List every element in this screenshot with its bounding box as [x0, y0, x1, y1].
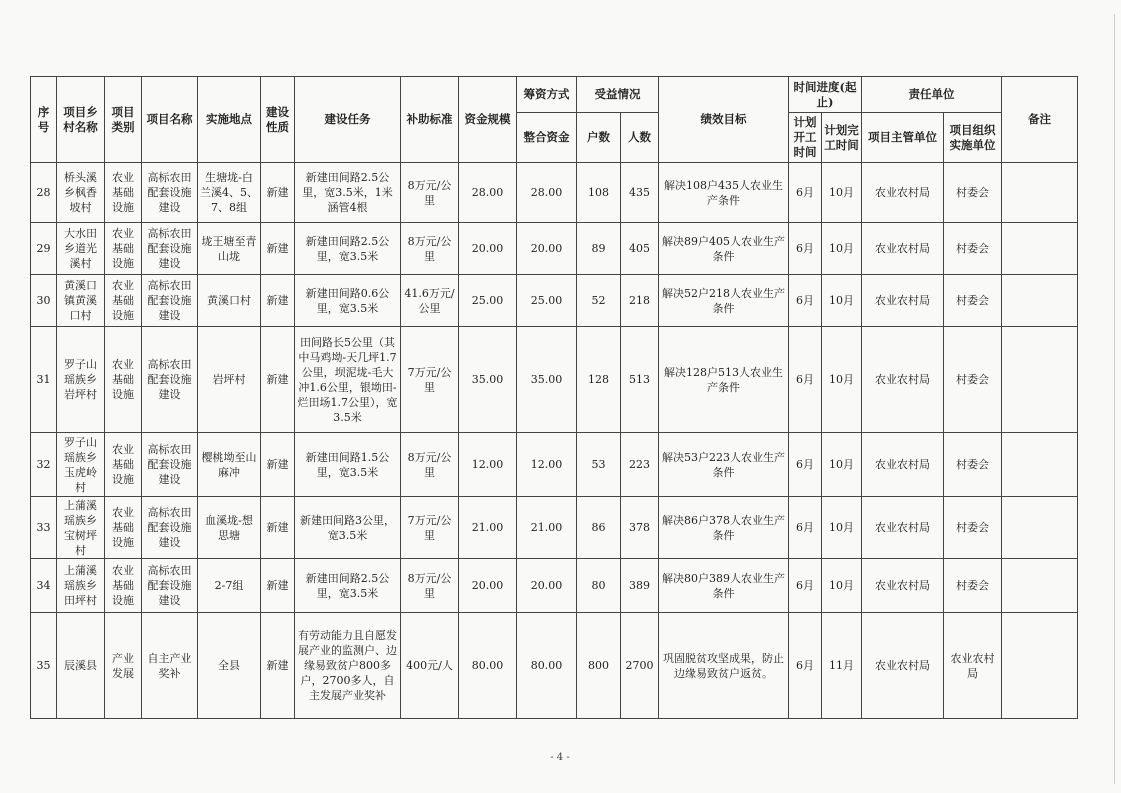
cell-name: 高标农田配套设施建设 — [142, 275, 198, 327]
table-row — [31, 497, 1078, 559]
project-table — [30, 76, 1078, 719]
cell-start: 6月 — [789, 327, 822, 433]
table-row — [31, 433, 1078, 497]
header-task: 建设任务 — [295, 77, 401, 163]
cell-location: 全县 — [198, 613, 261, 719]
cell-main-unit: 农业农村局 — [862, 275, 944, 327]
cell-funding: 80.00 — [517, 613, 577, 719]
header-name: 项目名称 — [142, 77, 198, 163]
cell-impl-unit: 村委会 — [944, 223, 1002, 275]
cell-impl-unit: 农业农村局 — [944, 613, 1002, 719]
cell-impl-unit: 村委会 — [944, 497, 1002, 559]
cell-goal: 解决89户405人农业生产条件 — [659, 223, 789, 275]
header-schedule-group: 时间进度(起止) — [789, 77, 862, 113]
cell-households: 108 — [577, 163, 621, 223]
cell-category: 农业基础设施 — [105, 327, 142, 433]
cell-main-unit: 农业农村局 — [862, 559, 944, 613]
cell-location: 垅王塘至青山垅 — [198, 223, 261, 275]
header-plan-end: 计划完工时间 — [822, 113, 862, 163]
cell-scale: 35.00 — [459, 327, 517, 433]
table-row — [31, 223, 1078, 275]
cell-people: 513 — [621, 327, 659, 433]
header-seq: 序号 — [31, 77, 57, 163]
cell-seq: 30 — [31, 275, 57, 327]
cell-category: 产业发展 — [105, 613, 142, 719]
cell-people: 405 — [621, 223, 659, 275]
cell-location: 岩坪村 — [198, 327, 261, 433]
cell-seq: 32 — [31, 433, 57, 497]
cell-category: 农业基础设施 — [105, 559, 142, 613]
header-resp-group: 责任单位 — [862, 77, 1002, 113]
cell-seq: 28 — [31, 163, 57, 223]
cell-remark — [1002, 275, 1078, 327]
cell-village: 黄溪口镇黄溪口村 — [57, 275, 105, 327]
cell-households: 89 — [577, 223, 621, 275]
cell-goal: 解决86户378人农业生产条件 — [659, 497, 789, 559]
cell-task: 新建田间路2.5公里，宽3.5米，1米涵管4根 — [295, 163, 401, 223]
cell-nature: 新建 — [261, 163, 295, 223]
cell-location: 2-7组 — [198, 559, 261, 613]
header-funding-group: 筹资方式 — [517, 77, 577, 113]
cell-main-unit: 农业农村局 — [862, 613, 944, 719]
header-remark: 备注 — [1002, 77, 1078, 163]
cell-location: 樱桃坳至山麻冲 — [198, 433, 261, 497]
cell-main-unit: 农业农村局 — [862, 327, 944, 433]
cell-funding: 25.00 — [517, 275, 577, 327]
cell-end: 11月 — [822, 613, 862, 719]
header-resp-impl: 项目组织实施单位 — [944, 113, 1002, 163]
cell-remark — [1002, 163, 1078, 223]
cell-category: 农业基础设施 — [105, 163, 142, 223]
cell-name: 自主产业奖补 — [142, 613, 198, 719]
cell-start: 6月 — [789, 275, 822, 327]
cell-seq: 35 — [31, 613, 57, 719]
cell-name: 高标农田配套设施建设 — [142, 559, 198, 613]
cell-nature: 新建 — [261, 497, 295, 559]
cell-impl-unit: 村委会 — [944, 433, 1002, 497]
header-funding-integrated: 整合资金 — [517, 113, 577, 163]
page-edge-line — [1114, 14, 1115, 784]
table-row — [31, 163, 1078, 223]
cell-people: 2700 — [621, 613, 659, 719]
cell-village: 辰溪县 — [57, 613, 105, 719]
header-resp-main: 项目主管单位 — [862, 113, 944, 163]
cell-nature: 新建 — [261, 433, 295, 497]
cell-end: 10月 — [822, 163, 862, 223]
cell-subsidy: 400元/人 — [401, 613, 459, 719]
cell-impl-unit: 村委会 — [944, 163, 1002, 223]
cell-start: 6月 — [789, 433, 822, 497]
cell-end: 10月 — [822, 223, 862, 275]
table-row — [31, 559, 1078, 613]
cell-category: 农业基础设施 — [105, 433, 142, 497]
header-category: 项目类别 — [105, 77, 142, 163]
cell-households: 52 — [577, 275, 621, 327]
cell-goal: 巩固脱贫攻坚成果，防止边缘易致贫户返贫。 — [659, 613, 789, 719]
cell-task: 田间路长5公里（其中马鸡坳-天几坪1.7公里，坝泥垅-毛大冲1.6公里，银坳田-烂田场1.7公里），宽3.5米 — [295, 327, 401, 433]
header-nature: 建设性质 — [261, 77, 295, 163]
cell-people: 435 — [621, 163, 659, 223]
header-goal: 绩效目标 — [659, 77, 789, 163]
cell-goal: 解决80户389人农业生产条件 — [659, 559, 789, 613]
cell-scale: 80.00 — [459, 613, 517, 719]
cell-remark — [1002, 559, 1078, 613]
cell-end: 10月 — [822, 497, 862, 559]
cell-location: 血溪垅-想思塘 — [198, 497, 261, 559]
cell-funding: 20.00 — [517, 223, 577, 275]
cell-main-unit: 农业农村局 — [862, 433, 944, 497]
cell-task: 新建田间路3公里，宽3.5米 — [295, 497, 401, 559]
cell-task: 新建田间路2.5公里，宽3.5米 — [295, 559, 401, 613]
cell-people: 223 — [621, 433, 659, 497]
cell-subsidy: 7万元/公里 — [401, 497, 459, 559]
header-village: 项目乡村名称 — [57, 77, 105, 163]
cell-scale: 28.00 — [459, 163, 517, 223]
cell-people: 378 — [621, 497, 659, 559]
cell-subsidy: 41.6万元/公里 — [401, 275, 459, 327]
cell-seq: 31 — [31, 327, 57, 433]
cell-impl-unit: 村委会 — [944, 559, 1002, 613]
cell-people: 218 — [621, 275, 659, 327]
cell-nature: 新建 — [261, 275, 295, 327]
cell-scale: 20.00 — [459, 559, 517, 613]
cell-funding: 12.00 — [517, 433, 577, 497]
cell-category: 农业基础设施 — [105, 497, 142, 559]
header-location: 实施地点 — [198, 77, 261, 163]
cell-nature: 新建 — [261, 223, 295, 275]
cell-main-unit: 农业农村局 — [862, 497, 944, 559]
cell-task: 有劳动能力且自愿发展产业的监测户、边缘易致贫户800多户，2700多人，自主发展产业奖补 — [295, 613, 401, 719]
page-number: - 4 - — [550, 752, 570, 763]
cell-impl-unit: 村委会 — [944, 275, 1002, 327]
cell-goal: 解决108户435人农业生产条件 — [659, 163, 789, 223]
cell-scale: 20.00 — [459, 223, 517, 275]
cell-nature: 新建 — [261, 559, 295, 613]
table-row — [31, 327, 1078, 433]
cell-funding: 21.00 — [517, 497, 577, 559]
cell-people: 389 — [621, 559, 659, 613]
cell-seq: 29 — [31, 223, 57, 275]
cell-goal: 解决53户223人农业生产条件 — [659, 433, 789, 497]
cell-goal: 解决52户218人农业生产条件 — [659, 275, 789, 327]
cell-village: 上蒲溪瑶族乡宝树坪村 — [57, 497, 105, 559]
cell-village: 上蒲溪瑶族乡田坪村 — [57, 559, 105, 613]
cell-name: 高标农田配套设施建设 — [142, 163, 198, 223]
cell-subsidy: 8万元/公里 — [401, 223, 459, 275]
cell-nature: 新建 — [261, 613, 295, 719]
cell-end: 10月 — [822, 275, 862, 327]
cell-remark — [1002, 223, 1078, 275]
cell-households: 86 — [577, 497, 621, 559]
cell-name: 高标农田配套设施建设 — [142, 433, 198, 497]
header-households: 户数 — [577, 113, 621, 163]
cell-goal: 解决128户513人农业生产条件 — [659, 327, 789, 433]
cell-location: 生塘垅-白兰溪4、5、7、8组 — [198, 163, 261, 223]
cell-end: 10月 — [822, 433, 862, 497]
cell-name: 高标农田配套设施建设 — [142, 223, 198, 275]
cell-name: 高标农田配套设施建设 — [142, 327, 198, 433]
header-subsidy: 补助标准 — [401, 77, 459, 163]
cell-category: 农业基础设施 — [105, 223, 142, 275]
cell-main-unit: 农业农村局 — [862, 223, 944, 275]
cell-households: 800 — [577, 613, 621, 719]
table-row — [31, 613, 1078, 719]
cell-start: 6月 — [789, 163, 822, 223]
cell-remark — [1002, 613, 1078, 719]
cell-village: 大水田乡道光溪村 — [57, 223, 105, 275]
cell-task: 新建田间路1.5公里，宽3.5米 — [295, 433, 401, 497]
cell-funding: 35.00 — [517, 327, 577, 433]
cell-households: 53 — [577, 433, 621, 497]
cell-impl-unit: 村委会 — [944, 327, 1002, 433]
cell-start: 6月 — [789, 559, 822, 613]
table-row — [31, 275, 1078, 327]
cell-main-unit: 农业农村局 — [862, 163, 944, 223]
cell-scale: 12.00 — [459, 433, 517, 497]
cell-subsidy: 7万元/公里 — [401, 327, 459, 433]
cell-subsidy: 8万元/公里 — [401, 163, 459, 223]
header-plan-start: 计划开工时间 — [789, 113, 822, 163]
cell-task: 新建田间路2.5公里，宽3.5米 — [295, 223, 401, 275]
cell-seq: 33 — [31, 497, 57, 559]
cell-village: 罗子山瑶族乡岩坪村 — [57, 327, 105, 433]
cell-village: 罗子山瑶族乡玉虎岭村 — [57, 433, 105, 497]
cell-remark — [1002, 327, 1078, 433]
header-scale: 资金规模 — [459, 77, 517, 163]
header-benefit-group: 受益情况 — [577, 77, 659, 113]
cell-name: 高标农田配套设施建设 — [142, 497, 198, 559]
cell-location: 黄溪口村 — [198, 275, 261, 327]
cell-end: 10月 — [822, 327, 862, 433]
cell-scale: 25.00 — [459, 275, 517, 327]
cell-funding: 28.00 — [517, 163, 577, 223]
cell-category: 农业基础设施 — [105, 275, 142, 327]
cell-households: 80 — [577, 559, 621, 613]
cell-subsidy: 8万元/公里 — [401, 433, 459, 497]
header-people: 人数 — [621, 113, 659, 163]
cell-end: 10月 — [822, 559, 862, 613]
cell-remark — [1002, 433, 1078, 497]
cell-task: 新建田间路0.6公里，宽3.5米 — [295, 275, 401, 327]
cell-start: 6月 — [789, 613, 822, 719]
cell-nature: 新建 — [261, 327, 295, 433]
cell-start: 6月 — [789, 497, 822, 559]
cell-subsidy: 8万元/公里 — [401, 559, 459, 613]
cell-seq: 34 — [31, 559, 57, 613]
cell-households: 128 — [577, 327, 621, 433]
cell-remark — [1002, 497, 1078, 559]
cell-scale: 21.00 — [459, 497, 517, 559]
cell-start: 6月 — [789, 223, 822, 275]
cell-funding: 20.00 — [517, 559, 577, 613]
cell-village: 桥头溪乡枫香坡村 — [57, 163, 105, 223]
